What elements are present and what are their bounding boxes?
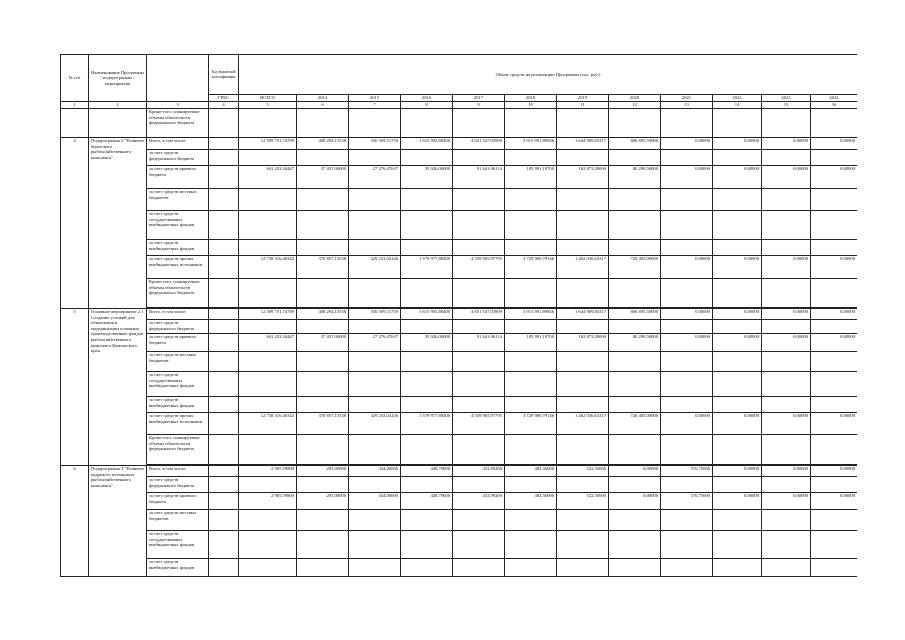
- header-year: 2014: [297, 95, 349, 102]
- source-label: за счет средств краевого бюджета: [147, 334, 209, 352]
- value-cell: 1 462 036,63317: [557, 413, 609, 435]
- value-cell: 0,00000: [811, 466, 858, 477]
- source-label: за счет средств местных бюджетов: [147, 352, 209, 372]
- value-cell: 2 905,59800: [239, 466, 297, 477]
- header-grbs: ГРБС: [209, 95, 239, 102]
- value-cell: 12 758 316,40342: [239, 413, 297, 435]
- value-cell: 295,00000: [297, 493, 349, 510]
- row-number: 4: [61, 138, 89, 309]
- value-cell: 0,00000: [661, 166, 713, 189]
- value-cell: 0,00000: [661, 413, 713, 435]
- source-label: за счет средств федерального бюджета: [147, 150, 209, 166]
- table-row: [61, 109, 858, 138]
- source-label: за счет средств государственных внебюджетных фондов: [147, 531, 209, 559]
- header-year: 2018: [505, 95, 557, 102]
- table-row: [61, 138, 858, 150]
- value-cell: 4 651 547,03909: [453, 309, 505, 320]
- value-cell: 370 857,15538: [297, 413, 349, 435]
- value-cell: 0,00000: [811, 256, 858, 279]
- source-label: Кроме того, планируемые объемы обязательств федерального бюджета: [147, 435, 209, 465]
- table-row: [61, 211, 858, 240]
- source-label: за счет средств внебюджетных фондов: [147, 397, 209, 413]
- table-row: [61, 559, 858, 577]
- col-number: 14: [713, 102, 762, 109]
- value-cell: 0,00000: [713, 413, 762, 435]
- header-num: № п/п: [61, 55, 89, 102]
- col-number: 6: [297, 102, 349, 109]
- source-label: за счет средств федерального бюджета: [147, 477, 209, 493]
- value-cell: 0,00000: [811, 138, 858, 150]
- header-total: ВСЕГО: [239, 95, 297, 102]
- value-cell: 1 579 977,80400: [401, 256, 453, 279]
- table-row: [61, 334, 858, 352]
- value-cell: 356 509,51759: [349, 138, 401, 150]
- source-label: Всего, в том числе:: [147, 466, 209, 477]
- col-number: 13: [661, 102, 713, 109]
- value-cell: 0,00000: [762, 493, 811, 510]
- source-label: Всего, в том числе:: [147, 309, 209, 320]
- header-year: 2021: [661, 95, 713, 102]
- header-code: Код бюджетной классификации: [209, 55, 239, 95]
- value-cell: 0,00000: [762, 413, 811, 435]
- value-cell: 27 276,47637: [349, 334, 401, 352]
- col-number: 15: [762, 102, 811, 109]
- value-cell: 3 915 891,89846: [505, 309, 557, 320]
- header-year: 2022: [713, 95, 762, 102]
- value-cell: 0,00000: [713, 166, 762, 189]
- program-name: Основное мероприятие 2.1 Создание условий для обновления и модернизации основных производственных фондов рыбохозяйственного комплекса Камчатского края: [89, 309, 147, 466]
- value-cell: 35 926,00000: [401, 334, 453, 352]
- row-number: 5: [61, 309, 89, 466]
- col-number: 3: [147, 102, 209, 109]
- header-year: 2017: [453, 95, 505, 102]
- header-year: 2015: [349, 95, 401, 102]
- value-cell: 35 926,00000: [401, 166, 453, 189]
- value-cell: 182 873,20000: [557, 166, 609, 189]
- source-label: за счет средств государственных внебюджетных фондов: [147, 211, 209, 240]
- table-row: [61, 189, 858, 211]
- value-cell: 0,00000: [609, 493, 661, 510]
- table-row: [61, 240, 858, 256]
- value-cell: 0,00000: [661, 138, 713, 150]
- value-cell: 376,75000: [661, 493, 713, 510]
- header-year: 2020: [609, 95, 661, 102]
- value-cell: 0,00000: [762, 466, 811, 477]
- value-cell: 641 433,34447: [239, 166, 297, 189]
- header-empty: [147, 55, 209, 102]
- value-cell: 185 991,10700: [505, 166, 557, 189]
- value-cell: 408 294,15538: [297, 138, 349, 150]
- value-cell: 0,00000: [762, 138, 811, 150]
- value-cell: 1 615 903,80400: [401, 138, 453, 150]
- value-cell: 641 433,34447: [239, 334, 297, 352]
- table-row: [61, 372, 858, 397]
- value-cell: 0,00000: [661, 256, 713, 279]
- value-cell: 3 729 900,79146: [505, 256, 557, 279]
- col-number: 11: [557, 102, 609, 109]
- value-cell: 484,56000: [505, 493, 557, 510]
- value-cell: 37 437,00000: [297, 334, 349, 352]
- source-label: за счет средств федерального бюджета: [147, 320, 209, 334]
- header-year: 2016: [401, 95, 453, 102]
- value-cell: 0,00000: [713, 466, 762, 477]
- col-number: 5: [239, 102, 297, 109]
- value-cell: 356 509,51759: [349, 309, 401, 320]
- program-name: Подпрограмма 3 "Развитие кадрового потенциала рыбохозяйственного комплекса": [89, 466, 147, 577]
- value-cell: 182 873,20000: [557, 334, 609, 352]
- value-cell: 91 641,06114: [453, 166, 505, 189]
- value-cell: 0,00000: [661, 309, 713, 320]
- table-row: [61, 466, 858, 477]
- value-cell: 370 857,15538: [297, 256, 349, 279]
- col-number: 4: [209, 102, 239, 109]
- value-cell: 0,00000: [811, 413, 858, 435]
- col-number: 16: [811, 102, 858, 109]
- value-cell: 522,50000: [557, 466, 609, 477]
- table-row: [61, 150, 858, 166]
- header-year: 2024: [811, 95, 858, 102]
- value-cell: 80 290,50000: [609, 166, 661, 189]
- value-cell: 522,50000: [557, 493, 609, 510]
- source-label: Кроме того, планируемые объемы обязательств федерального бюджета: [147, 279, 209, 308]
- value-cell: 433,99200: [453, 466, 505, 477]
- value-cell: 80 290,50000: [609, 334, 661, 352]
- value-cell: 0,00000: [661, 334, 713, 352]
- value-cell: 0,00000: [609, 466, 661, 477]
- value-cell: 344,00000: [349, 493, 401, 510]
- value-cell: 0,00000: [811, 166, 858, 189]
- value-cell: 726 405,00000: [609, 413, 661, 435]
- value-cell: 0,00000: [713, 309, 762, 320]
- value-cell: 4 651 547,03909: [453, 138, 505, 150]
- value-cell: 329 233,04126: [349, 256, 401, 279]
- value-cell: 1 644 909,83317: [557, 309, 609, 320]
- value-cell: 1 644 909,83317: [557, 138, 609, 150]
- source-label: Всего, в том числе:: [147, 138, 209, 150]
- value-cell: 433,99200: [453, 493, 505, 510]
- row-number: 6: [61, 466, 89, 577]
- table-row: [61, 510, 858, 531]
- value-cell: 27 276,47637: [349, 166, 401, 189]
- value-cell: 376,75000: [661, 466, 713, 477]
- value-cell: 0,00000: [811, 309, 858, 320]
- value-cell: 1 615 903,80400: [401, 309, 453, 320]
- col-number: 10: [505, 102, 557, 109]
- value-cell: 295,00000: [297, 466, 349, 477]
- header-year: 2023: [762, 95, 811, 102]
- col-number: 7: [349, 102, 401, 109]
- col-number: 12: [609, 102, 661, 109]
- value-cell: 806 695,50000: [609, 138, 661, 150]
- source-label: за счет средств краевого бюджета: [147, 493, 209, 510]
- value-cell: 2 905,59800: [239, 493, 297, 510]
- value-cell: 12 758 316,40342: [239, 256, 297, 279]
- table-row: [61, 435, 858, 465]
- value-cell: 344,00000: [349, 466, 401, 477]
- table-row: [61, 397, 858, 413]
- table-row: [61, 413, 858, 435]
- table-row: [61, 309, 858, 320]
- value-cell: 0,00000: [713, 334, 762, 352]
- value-cell: 0,00000: [713, 256, 762, 279]
- value-cell: 0,00000: [811, 493, 858, 510]
- source-label: за счет средств краевого бюджета: [147, 166, 209, 189]
- col-number: 1: [61, 102, 89, 109]
- value-cell: 185 991,10700: [505, 334, 557, 352]
- value-cell: 1 579 977,80400: [401, 413, 453, 435]
- value-cell: 0,00000: [762, 166, 811, 189]
- value-cell: 3 729 900,79146: [505, 413, 557, 435]
- table-row: [61, 493, 858, 510]
- value-cell: 91 641,06114: [453, 334, 505, 352]
- table-row: [61, 477, 858, 493]
- value-cell: 448,79600: [401, 493, 453, 510]
- source-label: за счет средств местных бюджетов: [147, 510, 209, 531]
- header-name: Наименование Программы / подпрограммы / мероприятия: [89, 55, 147, 102]
- table-row: [61, 279, 858, 308]
- value-cell: 806 695,50000: [609, 309, 661, 320]
- value-cell: 484,56000: [505, 466, 557, 477]
- source-label: за счет средств государственных внебюджетных фондов: [147, 372, 209, 397]
- value-cell: 1 462 036,63317: [557, 256, 609, 279]
- value-cell: 0,00000: [713, 493, 762, 510]
- table-row: [61, 256, 858, 279]
- header-year: 2019: [557, 95, 609, 102]
- value-cell: 12 399 751,74789: [239, 309, 297, 320]
- value-cell: 12 399 751,74789: [239, 138, 297, 150]
- value-cell: 448,79600: [401, 466, 453, 477]
- header-volume: Объем средств на реализацию Программы (тыс. руб.): [239, 55, 858, 95]
- value-cell: 0,00000: [811, 334, 858, 352]
- value-cell: 408 294,15538: [297, 309, 349, 320]
- table-row: [61, 531, 858, 559]
- table-row: [61, 352, 858, 372]
- value-cell: 3 915 891,89846: [505, 138, 557, 150]
- value-cell: 0,00000: [762, 309, 811, 320]
- col-number: 2: [89, 102, 147, 109]
- source-label: за счет средств прочих внебюджетных источников: [147, 413, 209, 435]
- value-cell: 4 559 905,97795: [453, 413, 505, 435]
- col-number: 9: [453, 102, 505, 109]
- document-page: [60, 54, 857, 610]
- source-label: Кроме того, планируемые объемы обязательств федерального бюджета: [147, 109, 209, 138]
- value-cell: 37 437,00000: [297, 166, 349, 189]
- value-cell: 329 233,04126: [349, 413, 401, 435]
- source-label: за счет средств внебюджетных фондов: [147, 240, 209, 256]
- value-cell: 0,00000: [762, 256, 811, 279]
- value-cell: 0,00000: [762, 334, 811, 352]
- table-row: [61, 320, 858, 334]
- col-number: 8: [401, 102, 453, 109]
- program-name: Подпрограмма 2 "Развитие берегового рыбохозяйственного комплекса": [89, 138, 147, 309]
- source-label: за счет средств внебюджетных фондов: [147, 559, 209, 577]
- program-funding-table: [60, 54, 857, 577]
- table-row: [61, 166, 858, 189]
- value-cell: 0,00000: [713, 138, 762, 150]
- source-label: за счет средств местных бюджетов: [147, 189, 209, 211]
- source-label: за счет средств прочих внебюджетных источников: [147, 256, 209, 279]
- value-cell: 726 405,00000: [609, 256, 661, 279]
- value-cell: 4 559 905,97795: [453, 256, 505, 279]
